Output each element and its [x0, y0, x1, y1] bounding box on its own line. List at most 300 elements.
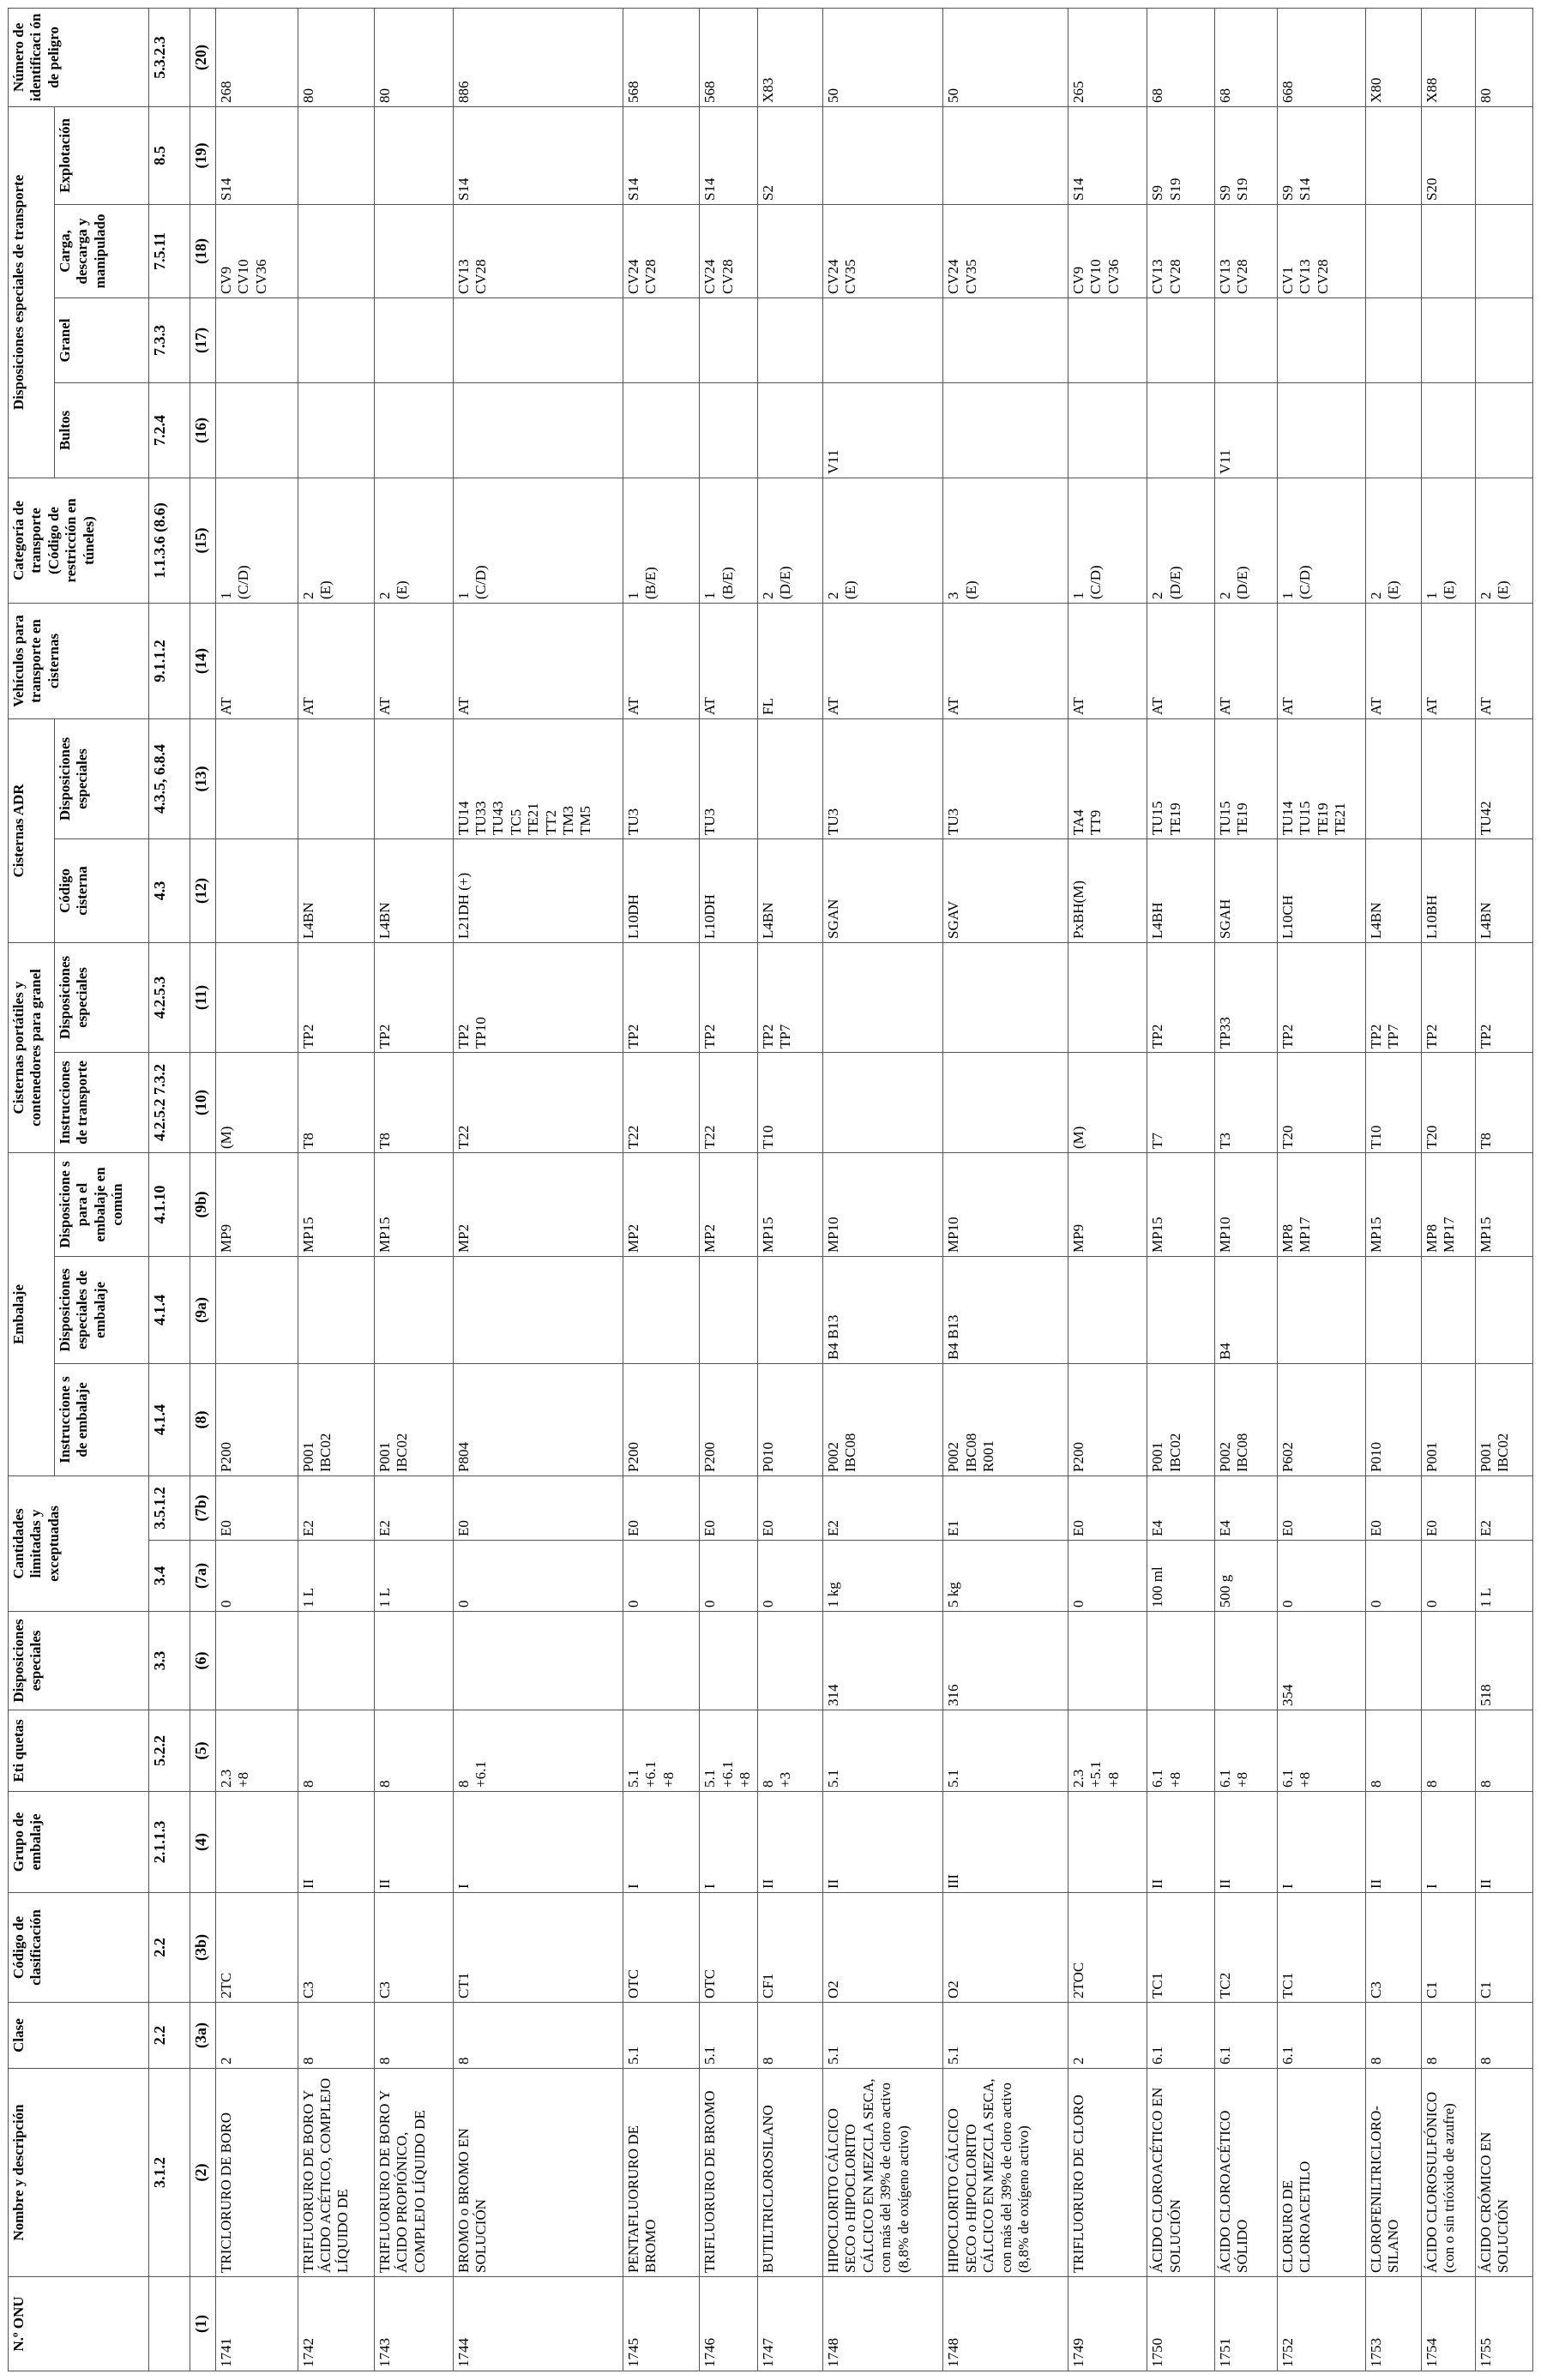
table-cell: C1 — [1421, 1893, 1475, 2003]
col-header-bulk: Granel — [55, 298, 149, 382]
colnum-cell: (2) — [190, 2069, 216, 2277]
table-row — [623, 8, 700, 2371]
ref-cell: 7.3.3 — [149, 298, 190, 382]
substance-name-cell: HIPOCLORITO CÁLCICO SECO o HIPOCLORITO CÁLCICO EN MEZCLA SECA, con más del 39% de cloro activo (8,8% de oxígeno activo) — [823, 2069, 943, 2277]
table-cell — [298, 106, 375, 204]
table-cell — [1365, 382, 1421, 478]
table-cell: TU3 — [943, 718, 1068, 838]
table-cell: E4 — [1147, 1476, 1214, 1541]
ref-cell: 4.1.10 — [149, 1153, 190, 1257]
table-cell: 2.3 +8 — [216, 1710, 298, 1792]
table-cell: S14 — [623, 106, 700, 204]
table-cell — [1068, 1612, 1147, 1710]
table-cell — [453, 382, 623, 478]
col-header-operation: Explotación — [55, 106, 149, 204]
table-cell: S20 — [1421, 106, 1475, 204]
table-row — [1421, 8, 1475, 2371]
table-row — [700, 8, 757, 2371]
un-number-cell: 1748 — [823, 2277, 943, 2371]
table-cell: 886 — [453, 8, 623, 106]
table-cell: 2 (E) — [1365, 478, 1421, 603]
table-cell — [757, 718, 822, 838]
ref-cell: 8.5 — [149, 106, 190, 204]
table-cell: S9 S14 — [1277, 106, 1365, 204]
table-cell: B4 B13 — [823, 1257, 943, 1364]
colnum-cell: (3a) — [190, 2003, 216, 2069]
table-cell — [700, 1257, 757, 1364]
table-cell: E0 — [757, 1476, 822, 1541]
colnum-cell: (17) — [190, 298, 216, 382]
table-cell: C3 — [298, 1893, 375, 2003]
table-cell — [943, 298, 1068, 382]
table-cell: L10DH — [623, 838, 700, 942]
table-cell — [1421, 382, 1475, 478]
table-cell: MP2 — [700, 1153, 757, 1257]
table-cell — [216, 718, 298, 838]
table-cell: TU3 — [823, 718, 943, 838]
colnum-cell: (8) — [190, 1364, 216, 1476]
ref-cell: 4.2.5.2 7.3.2 — [149, 1053, 190, 1153]
colnum-cell: (3b) — [190, 1893, 216, 2003]
table-cell: P200 — [1068, 1364, 1147, 1476]
un-number-cell: 1746 — [700, 2277, 757, 2371]
table-cell: 2 (D/E) — [1147, 478, 1214, 603]
table-cell: I — [623, 1792, 700, 1893]
table-cell: 8 — [298, 1710, 375, 1792]
table-cell: 2 (D/E) — [1214, 478, 1277, 603]
table-cell — [943, 942, 1068, 1052]
table-cell: AT — [1277, 603, 1365, 718]
table-cell: 6.1 — [1147, 2003, 1214, 2069]
table-cell: AT — [623, 603, 700, 718]
table-cell: T8 — [1475, 1053, 1532, 1153]
table-cell: SGAV — [943, 838, 1068, 942]
table-cell: T22 — [623, 1053, 700, 1153]
table-cell — [216, 838, 298, 942]
table-cell: SGAN — [823, 838, 943, 942]
table-cell: E1 — [943, 1476, 1068, 1541]
substance-name-cell: TRICLORURO DE BORO — [216, 2069, 298, 2277]
table-cell: AT — [1475, 603, 1532, 718]
table-cell: MP9 — [216, 1153, 298, 1257]
table-cell: 1 (C/D) — [453, 478, 623, 603]
table-cell — [216, 1612, 298, 1710]
table-cell: II — [1214, 1792, 1277, 1893]
table-cell: O2 — [823, 1893, 943, 2003]
table-cell — [298, 204, 375, 298]
un-number-cell: 1752 — [1277, 2277, 1365, 2371]
table-cell: X83 — [757, 8, 822, 106]
table-cell: AT — [216, 603, 298, 718]
table-cell: 5.1 — [823, 2003, 943, 2069]
substance-name-cell: ÁCIDO CLOROSULFÓNICO (con o sin trióxido de azufre) — [1421, 2069, 1475, 2277]
table-cell: OTC — [700, 1893, 757, 2003]
col-header-loading: Carga, descarga y manipulado — [55, 204, 149, 298]
table-cell: 5.1 — [823, 1710, 943, 1792]
table-cell: T3 — [1214, 1053, 1277, 1153]
table-cell: 268 — [216, 8, 298, 106]
table-cell — [1068, 382, 1147, 478]
table-cell: E2 — [823, 1476, 943, 1541]
table-cell: P001 IBC02 — [298, 1364, 375, 1476]
table-cell: E2 — [375, 1476, 454, 1541]
table-cell: OTC — [623, 1893, 700, 2003]
table-cell: CV13 CV28 — [1147, 204, 1214, 298]
header-colnum-row — [190, 8, 216, 2371]
table-cell: P001 — [1421, 1364, 1475, 1476]
ref-cell: 3.5.1.2 — [149, 1476, 190, 1541]
group-header-adr-tanks: Cisternas ADR — [9, 718, 55, 942]
table-row — [1214, 8, 1277, 2371]
header-ref-row — [149, 8, 190, 2371]
colnum-cell: (9b) — [190, 1153, 216, 1257]
substance-name-cell: PENTAFLUORURO DE BROMO — [623, 2069, 700, 2277]
table-cell: CV13 CV28 — [453, 204, 623, 298]
table-cell: L4BN — [375, 838, 454, 942]
table-cell: TP2 — [1147, 942, 1214, 1052]
table-cell: P001 IBC02 — [375, 1364, 454, 1476]
table-cell: 100 ml — [1147, 1541, 1214, 1612]
table-cell: T10 — [1365, 1053, 1421, 1153]
table-cell: V11 — [823, 382, 943, 478]
table-cell: II — [1147, 1792, 1214, 1893]
colnum-cell: (13) — [190, 718, 216, 838]
colnum-cell: (10) — [190, 1053, 216, 1153]
table-cell: (M) — [1068, 1053, 1147, 1153]
group-header-limited-quantities: Cantidades limitadas y exceptuadas — [9, 1476, 149, 1612]
table-cell — [216, 942, 298, 1052]
table-cell — [1365, 718, 1421, 838]
table-cell: 1 (C/D) — [1068, 478, 1147, 603]
table-cell — [216, 1792, 298, 1893]
table-cell — [453, 1257, 623, 1364]
substance-name-cell: TRIFLUORURO DE BORO Y ÁCIDO PROPIÓNICO, COMPLEJO LÍQUIDO DE — [375, 2069, 454, 2277]
col-header-transport-instructions: Instrucciones de transporte — [55, 1053, 149, 1153]
table-cell: S2 — [757, 106, 822, 204]
table-cell: AT — [1147, 603, 1214, 718]
table-cell: 8 — [375, 2003, 454, 2069]
table-cell — [1421, 298, 1475, 382]
substance-name-cell: ÁCIDO CRÓMICO EN SOLUCIÓN — [1475, 2069, 1532, 2277]
table-cell: L10DH — [700, 838, 757, 942]
table-cell: E0 — [623, 1476, 700, 1541]
table-cell: I — [1277, 1792, 1365, 1893]
ref-cell: 5.2.2 — [149, 1710, 190, 1792]
table-cell: P010 — [1365, 1364, 1421, 1476]
col-header-packing-instructions: Instruccione s de embalaje — [55, 1364, 149, 1476]
table-cell: 0 — [216, 1541, 298, 1612]
table-cell — [623, 382, 700, 478]
table-cell: T8 — [298, 1053, 375, 1153]
table-cell: PxBH(M) — [1068, 838, 1147, 942]
table-cell: L4BN — [298, 838, 375, 942]
table-cell: P804 — [453, 1364, 623, 1476]
table-cell: TU3 — [623, 718, 700, 838]
table-cell: L4BH — [1147, 838, 1214, 942]
table-cell: II — [1475, 1792, 1532, 1893]
table-cell: P002 IBC08 — [1214, 1364, 1277, 1476]
table-row — [453, 8, 623, 2371]
table-cell: 1 (B/E) — [623, 478, 700, 603]
table-cell: 8 — [453, 2003, 623, 2069]
un-number-cell: 1749 — [1068, 2277, 1147, 2371]
table-cell: 316 — [943, 1612, 1068, 1710]
table-cell: (M) — [216, 1053, 298, 1153]
substance-name-cell: HIPOCLORITO CÁLCICO SECO o HIPOCLORITO CÁLCICO EN MEZCLA SECA, con más del 39% de cloro activo (8,8% de oxígeno activo) — [943, 2069, 1068, 2277]
table-cell: TU42 — [1475, 718, 1532, 838]
table-cell: P602 — [1277, 1364, 1365, 1476]
table-cell: TP2 TP10 — [453, 942, 623, 1052]
table-cell — [1475, 298, 1532, 382]
table-cell: I — [700, 1792, 757, 1893]
table-cell: P200 — [623, 1364, 700, 1476]
table-cell: CV1 CV13 CV28 — [1277, 204, 1365, 298]
ref-cell: 4.3.5, 6.8.4 — [149, 718, 190, 838]
substance-name-cell: TRIFLUORURO DE BROMO — [700, 2069, 757, 2277]
table-cell: C3 — [375, 1893, 454, 2003]
table-row — [1277, 8, 1365, 2371]
table-cell — [757, 204, 822, 298]
table-cell: MP8 MP17 — [1277, 1153, 1365, 1257]
table-cell: AT — [823, 603, 943, 718]
table-cell: 0 — [453, 1541, 623, 1612]
substance-name-cell: CLOROFENILTRICLORO-SILANO — [1365, 2069, 1421, 2277]
table-cell: P002 IBC08 R001 — [943, 1364, 1068, 1476]
un-number-cell: 1753 — [1365, 2277, 1421, 2371]
table-cell: 265 — [1068, 8, 1147, 106]
table-cell: 68 — [1214, 8, 1277, 106]
table-cell — [623, 1612, 700, 1710]
table-cell — [823, 1053, 943, 1153]
table-cell: TP2 TP7 — [1365, 942, 1421, 1052]
colnum-cell: (18) — [190, 204, 216, 298]
un-number-cell: 1745 — [623, 2277, 700, 2371]
ref-cell: 2.2 — [149, 2003, 190, 2069]
colnum-cell: (20) — [190, 8, 216, 106]
table-cell — [1475, 204, 1532, 298]
table-cell: 2 (E) — [298, 478, 375, 603]
col-header-tank-special: Disposiciones especiales — [55, 718, 149, 838]
table-cell: T22 — [700, 1053, 757, 1153]
table-cell: 0 — [700, 1541, 757, 1612]
table-cell: B4 B13 — [943, 1257, 1068, 1364]
table-cell: S9 S19 — [1214, 106, 1277, 204]
table-cell: TP2 — [375, 942, 454, 1052]
col-header-hazard-id: Número de identificaci ón de peligro — [9, 8, 149, 106]
ref-cell: 1.1.3.6 (8.6) — [149, 478, 190, 603]
table-cell: TP2 — [1475, 942, 1532, 1052]
table-cell: E2 — [1475, 1476, 1532, 1541]
un-number-cell: 1750 — [1147, 2277, 1214, 2371]
table-cell: FL — [757, 603, 822, 718]
table-cell: SGAH — [1214, 838, 1277, 942]
table-cell — [757, 298, 822, 382]
table-cell: E4 — [1214, 1476, 1277, 1541]
group-header-packaging: Embalaje — [9, 1153, 55, 1476]
substance-name-cell: TRIFLUORURO DE CLORO — [1068, 2069, 1147, 2277]
table-cell: X80 — [1365, 8, 1421, 106]
table-cell — [375, 1612, 454, 1710]
table-cell: 50 — [943, 8, 1068, 106]
table-cell — [1277, 1257, 1365, 1364]
table-cell: AT — [1421, 603, 1475, 718]
table-cell — [216, 298, 298, 382]
table-cell — [1068, 1792, 1147, 1893]
table-cell: C1 — [1475, 1893, 1532, 2003]
header-group-row — [9, 8, 55, 2371]
table-cell: MP15 — [375, 1153, 454, 1257]
table-cell — [1365, 106, 1421, 204]
table-cell: 0 — [757, 1541, 822, 1612]
table-cell: MP15 — [1475, 1153, 1532, 1257]
table-cell: E0 — [700, 1476, 757, 1541]
table-cell: CV24 CV35 — [943, 204, 1068, 298]
table-cell: P200 — [700, 1364, 757, 1476]
table-cell: 8 — [1365, 1710, 1421, 1792]
table-cell: 6.1 +8 — [1147, 1710, 1214, 1792]
un-number-cell: 1742 — [298, 2277, 375, 2371]
table-cell: S9 S19 — [1147, 106, 1214, 204]
table-cell: TU15 TE19 — [1147, 718, 1214, 838]
table-cell — [623, 1257, 700, 1364]
colnum-cell: (6) — [190, 1612, 216, 1710]
table-cell — [757, 1612, 822, 1710]
table-cell — [700, 382, 757, 478]
table-cell — [1475, 106, 1532, 204]
table-cell: 5.1 — [943, 1710, 1068, 1792]
table-cell — [1147, 1257, 1214, 1364]
table-row — [1365, 8, 1421, 2371]
table-cell — [216, 382, 298, 478]
table-cell: TP2 TP7 — [757, 942, 822, 1052]
col-header-packing-group: Grupo de embalaje — [9, 1792, 149, 1893]
table-cell: T7 — [1147, 1053, 1214, 1153]
table-cell: 8 — [1421, 1710, 1475, 1792]
table-cell — [216, 1257, 298, 1364]
table-cell: MP2 — [453, 1153, 623, 1257]
table-cell — [1475, 382, 1532, 478]
table-cell: S14 — [700, 106, 757, 204]
table-cell: TP33 — [1214, 942, 1277, 1052]
colnum-cell: (19) — [190, 106, 216, 204]
table-cell: T22 — [453, 1053, 623, 1153]
table-cell: CF1 — [757, 1893, 822, 2003]
substance-name-cell: ÁCIDO CLOROACÉTICO EN SOLUCIÓN — [1147, 2069, 1214, 2277]
colnum-cell: (9a) — [190, 1257, 216, 1364]
table-cell: AT — [1365, 603, 1421, 718]
table-cell — [298, 718, 375, 838]
table-cell: 8 +3 — [757, 1710, 822, 1792]
table-cell: MP10 — [1214, 1153, 1277, 1257]
table-cell: MP2 — [623, 1153, 700, 1257]
table-cell: T10 — [757, 1053, 822, 1153]
table-row — [1147, 8, 1214, 2371]
table-cell: 8 +6.1 — [453, 1710, 623, 1792]
colnum-cell: (7a) — [190, 1541, 216, 1612]
table-cell: L4BN — [1475, 838, 1532, 942]
table-cell: 1 (C/D) — [216, 478, 298, 603]
col-header-packages: Bultos — [55, 382, 149, 478]
table-cell: 2 (E) — [1475, 478, 1532, 603]
table-cell — [1277, 298, 1365, 382]
table-cell: TP2 — [298, 942, 375, 1052]
ref-cell: 7.2.4 — [149, 382, 190, 478]
ref-cell: 4.2.5.3 — [149, 942, 190, 1052]
table-cell: AT — [943, 603, 1068, 718]
table-cell: 80 — [298, 8, 375, 106]
table-cell: III — [943, 1792, 1068, 1893]
ref-cell: 2.2 — [149, 1893, 190, 2003]
table-cell: 8 — [375, 1710, 454, 1792]
table-cell: L10CH — [1277, 838, 1365, 942]
table-cell: 50 — [823, 8, 943, 106]
table-row — [298, 8, 375, 2371]
un-number-cell: 1755 — [1475, 2277, 1532, 2371]
col-header-portable-special: Disposiciones especiales — [55, 942, 149, 1052]
table-cell — [1421, 1257, 1475, 1364]
table-cell: TC2 — [1214, 1893, 1277, 2003]
table-cell — [298, 1612, 375, 1710]
table-cell: 2 (E) — [375, 478, 454, 603]
table-cell — [1214, 298, 1277, 382]
table-cell: 5 kg — [943, 1541, 1068, 1612]
table-cell: AT — [375, 603, 454, 718]
table-cell: 68 — [1147, 8, 1214, 106]
table-cell: TU15 TE19 — [1214, 718, 1277, 838]
table-cell: CV24 CV28 — [623, 204, 700, 298]
table-cell: 0 — [1277, 1541, 1365, 1612]
table-cell — [700, 1612, 757, 1710]
table-cell: 2.3 +5.1 +8 — [1068, 1710, 1147, 1792]
table-cell — [1475, 1257, 1532, 1364]
table-cell: 568 — [700, 8, 757, 106]
table-cell: 6.1 — [1214, 2003, 1277, 2069]
table-cell: CV13 CV28 — [1214, 204, 1277, 298]
table-cell: MP8 MP17 — [1421, 1153, 1475, 1257]
ref-cell: 3.4 — [149, 1541, 190, 1612]
table-cell: 6.1 +8 — [1277, 1710, 1365, 1792]
table-cell: E0 — [216, 1476, 298, 1541]
table-cell — [298, 382, 375, 478]
table-cell: TA4 TT9 — [1068, 718, 1147, 838]
table-cell: 5.1 +6.1 +8 — [623, 1710, 700, 1792]
table-cell: AT — [700, 603, 757, 718]
table-cell: TU14 TU15 TE19 TE21 — [1277, 718, 1365, 838]
table-cell — [943, 382, 1068, 478]
table-cell: 2 — [1068, 2003, 1147, 2069]
table-cell: V11 — [1214, 382, 1277, 478]
substance-name-cell: ÁCIDO CLOROACÉTICO SÓLIDO — [1214, 2069, 1277, 2277]
table-cell — [1068, 942, 1147, 1052]
table-cell: AT — [1214, 603, 1277, 718]
table-cell: E0 — [1365, 1476, 1421, 1541]
table-cell: 0 — [623, 1541, 700, 1612]
table-cell: 1 (B/E) — [700, 478, 757, 603]
table-cell: 314 — [823, 1612, 943, 1710]
table-cell: CV9 CV10 CV36 — [216, 204, 298, 298]
table-cell — [700, 298, 757, 382]
table-cell — [1068, 298, 1147, 382]
table-cell — [1365, 204, 1421, 298]
table-cell: II — [298, 1792, 375, 1893]
table-cell — [1147, 382, 1214, 478]
table-cell: MP15 — [1147, 1153, 1214, 1257]
table-cell: 6.1 — [1277, 2003, 1365, 2069]
table-row — [1475, 8, 1532, 2371]
ref-cell: 9.1.1.2 — [149, 603, 190, 718]
table-cell — [375, 382, 454, 478]
table-cell — [375, 1257, 454, 1364]
